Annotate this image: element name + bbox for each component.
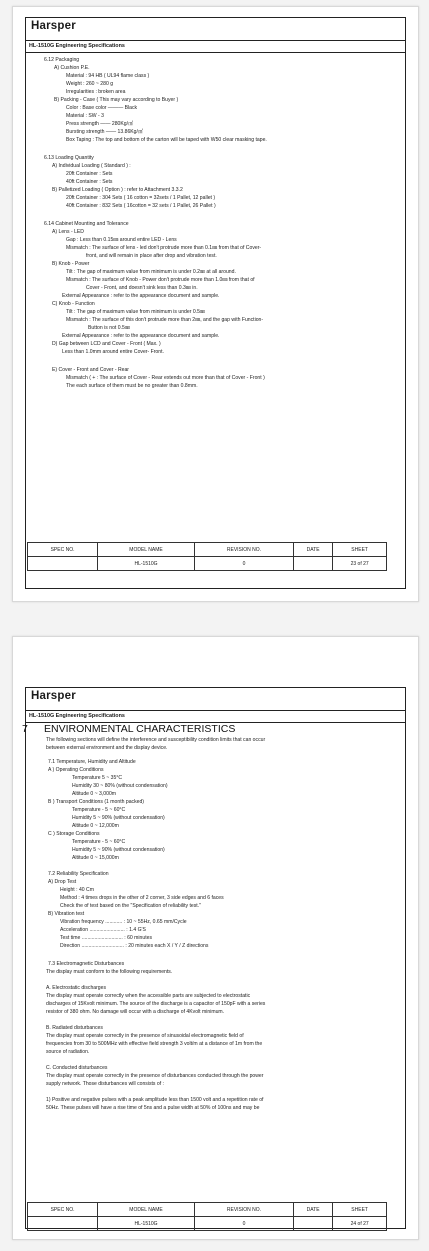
footer-header-cell: DATE: [293, 1203, 332, 1217]
company-name: Harsper: [31, 690, 76, 702]
text-line: Less than 1.0mm around entire Cover- Front.: [62, 349, 164, 355]
footer-header-cell: DATE: [293, 543, 332, 557]
text-line: Box Taping : The top and bottom of the carton will be taped with W50 clear masking tape.: [66, 137, 267, 143]
section-heading: 7.3 Electromagnetic Disturbances: [48, 961, 125, 967]
text-line: resistor of 380 ohm. No damage will occur with a discharge of 4Kvolt minimum.: [46, 1009, 225, 1015]
footer-header-cell: SHEET: [333, 543, 387, 557]
section-heading: 6.12 Packaging: [44, 57, 80, 63]
text-line: The display must operate correctly when the accessible parts are subjected to electrostatic: [46, 993, 251, 999]
spec-footer-table: [27, 542, 387, 571]
footer-header-cell: SPEC NO.: [28, 543, 98, 557]
subsection-heading: C ) Storage Conditions: [48, 831, 100, 837]
footer-header-cell: MODEL NAME: [98, 543, 195, 557]
footer-header-cell: REVISION NO.: [194, 543, 293, 557]
text-line: Method : 4 times drops in the other of 2 corner, 3 side edges and 6 faces: [60, 895, 224, 901]
text-line: supply network. Those disturbances will consists of :: [46, 1081, 164, 1087]
page-frame: [22, 687, 406, 1229]
text-line: Irregularities : broken area: [66, 89, 126, 95]
text-line: between external environment and the display device.: [46, 745, 168, 751]
footer-value-cell: [293, 557, 332, 571]
footer-header-cell: SHEET: [333, 1203, 387, 1217]
text-line: Color : Base color ——— Black: [66, 105, 138, 111]
text-line: Altitude 0 ~ 3,000m: [72, 791, 117, 797]
footer-header-cell: REVISION NO.: [194, 1203, 293, 1217]
subsection-heading: A) Drop Test: [48, 879, 77, 885]
text-line: Mismatch : The surface of this don't protrude more than 2㎜, and the gap with Function-: [66, 317, 264, 323]
text-line: Temperature 5 ~ 35°C: [72, 775, 123, 781]
text-line: Altitude 0 ~ 15,000m: [72, 855, 119, 861]
text-line: Check the of test based on the "Specification of reliability test.": [60, 903, 201, 909]
footer-value-cell: 24 of 27: [333, 1217, 387, 1231]
text-line: Press strength —— 280Kg/㎠: [66, 121, 134, 127]
text-line: 20ft Container : Sets: [66, 171, 113, 177]
text-line: Altitude 0 ~ 12,000m: [72, 823, 119, 829]
footer-value-cell: 0: [194, 557, 293, 571]
subsection-heading: A) Cushion P.E.: [54, 65, 90, 71]
subsection-heading: C) Knob - Function: [52, 301, 95, 307]
section-heading: 6.14 Cabinet Mounting and Tolerance: [44, 221, 129, 227]
text-line: Direction .............................. : 20 minutes each X / Y / Z directions: [60, 943, 209, 949]
divider: [26, 710, 405, 711]
subsection-heading: B) Packing - Case ( This may vary according to Buyer ): [54, 97, 179, 103]
subsection-heading: B) Knob - Power: [52, 261, 90, 267]
text-line: Acceleration ......................... : 1.4 G'S: [60, 927, 146, 933]
text-line: Temperature - 5 ~ 60°C: [72, 839, 126, 845]
footer-value-cell: HL-1510G: [98, 557, 195, 571]
subsection-heading: A) Individual Loading ( Standard ) :: [52, 163, 131, 169]
text-line: Weight : 260 ~ 280 g: [66, 81, 114, 87]
footer-value-cell: [28, 557, 98, 571]
text-line: source of radiation.: [46, 1049, 90, 1055]
footer-header-row: [28, 543, 387, 557]
footer-value-cell: [28, 1217, 98, 1231]
divider: [26, 52, 405, 53]
company-name: Harsper: [31, 20, 76, 32]
text-line: External Appearance : refer to the appearance document and sample.: [62, 293, 220, 299]
text-line: The each surface of them must be no greater than 0.8mm.: [66, 383, 198, 389]
footer-header-cell: MODEL NAME: [98, 1203, 195, 1217]
divider: [26, 40, 405, 41]
text-line: Mismatch : The surface of lens - led don't protrude more than 0.1㎜ from that of Cover-: [66, 245, 262, 251]
text-line: 50Hz. These pulses will have a rise time of 5ns and a pulse width at 50% of 100ns and may be: [46, 1105, 260, 1111]
text-line: discharges of 15Kvolt minimum. The source of the discharge is a capacitor of 150pF with a series: [46, 1001, 266, 1007]
subsection-heading: D) Gap between LCD and Cover - Front ( Max. ): [52, 341, 161, 347]
document-subtitle: HL-1510G Engineering Specifications: [29, 713, 125, 719]
spec-footer-table: [27, 1202, 387, 1231]
text-line: Mismatch : The surface of Knob - Power don't protrude more than 1.0㎜ from that of: [66, 277, 255, 283]
text-line: Gap : Less than 0.15㎜ around entire LED - Lens: [66, 237, 177, 243]
text-line: Vibration frequency ............ : 10 ~ 55Hz, 0.65 mm/Cycle: [60, 919, 187, 925]
text-line: Humidity 30 ~ 80% (without condensation): [72, 783, 168, 789]
subsection-heading: A. Electrostatic discharges: [46, 985, 107, 991]
text-line: Tilt : The gap of maximum value from minimum is under 0.5㎜: [66, 309, 205, 315]
text-line: Temperature - 5 ~ 60°C: [72, 807, 126, 813]
spec-page-23: [12, 6, 419, 602]
text-line: Height : 40 Cm: [60, 887, 94, 893]
section-heading: 7.2 Reliability Specification: [48, 871, 109, 877]
text-line: The display must conform to the following requirements.: [46, 969, 173, 975]
footer-header-cell: SPEC NO.: [28, 1203, 98, 1217]
text-line: The display must operate correctly in the presence of sinusoidal electromagnetic field of: [46, 1033, 244, 1039]
subsection-heading: B. Radiated disturbances: [46, 1025, 103, 1031]
text-line: Button is not 0.5㎜: [88, 325, 130, 331]
subsection-heading: B ) Transport Conditions (1 month packed): [48, 799, 144, 805]
footer-value-cell: 0: [194, 1217, 293, 1231]
text-line: Material : SW - 3: [66, 113, 104, 119]
text-line: 40ft Container : 832 Sets ( 16cotton = 32 sets / 1 Pallet, 26 Pallet ): [66, 203, 216, 209]
text-line: Bursting strength —— 13.86Kg/㎠: [66, 129, 144, 135]
subsection-heading: C. Conducted disturbances: [46, 1065, 108, 1071]
subsection-heading: A) Lens - LED: [52, 229, 84, 235]
text-line: Tilt : The gap of maximum value from minimum is under 0.2㎜ at all around.: [66, 269, 236, 275]
text-line: Material : 94 HB ( UL94 flame class ): [66, 73, 150, 79]
footer-value-row: [28, 1217, 387, 1231]
text-line: Cover - Front, and doesn't sink less than 0.3㎜ in.: [86, 285, 198, 291]
footer-value-cell: 23 of 27: [333, 557, 387, 571]
spec-page-24: [12, 636, 419, 1240]
text-line: 20ft Container : 304 Sets ( 16 cotton = 32sets / 1 Pallet, 12 pallet ): [66, 195, 216, 201]
subsection-heading: E) Cover - Front and Cover - Rear: [52, 367, 129, 373]
footer-value-cell: [293, 1217, 332, 1231]
text-line: The following sections will define the interference and susceptibility condition limits that can occur: [46, 737, 266, 743]
subsection-heading: B) Vibration test: [48, 911, 85, 917]
section-heading: 6.13 Loading Quantity: [44, 155, 94, 161]
footer-value-row: [28, 557, 387, 571]
footer-header-row: [28, 1203, 387, 1217]
text-line: Humidity 5 ~ 90% (without condensation): [72, 815, 165, 821]
text-line: Mismatch ( + : The surface of Cover - Rear extends out more than that of Cover - Front ): [66, 375, 265, 381]
document-subtitle: HL-1510G Engineering Specifications: [29, 43, 125, 49]
page-frame: [25, 17, 406, 589]
text-line: front, and will remain in place after drop and vibration test.: [86, 253, 217, 259]
text-line: 1) Positive and negative pulses with a peak amplitude less than 1500 volt and a repetition rate of: [46, 1097, 264, 1103]
text-line: Humidity 5 ~ 90% (without condensation): [72, 847, 165, 853]
text-line: External Appearance : refer to the appearance document and sample.: [62, 333, 220, 339]
subsection-heading: A ) Operating Conditions: [48, 767, 104, 773]
text-line: Test time ............................. : 60 minutes: [60, 935, 152, 941]
text-line: The display must operate correctly in the presence of disturbances conducted through the power: [46, 1073, 264, 1079]
text-line: frequencies from 30 to 500MHz with effective field strength 3 volt/m at a distance of 1m from the: [46, 1041, 263, 1047]
text-line: 40ft Container : Sets: [66, 179, 113, 185]
footer-value-cell: HL-1510G: [98, 1217, 195, 1231]
section-title: ENVIRONMENTAL CHARACTERISTICS: [44, 723, 236, 735]
section-heading: 7.1 Temperature, Humidity and Altitude: [48, 759, 136, 765]
subsection-heading: B) Palletized Loading ( Option ) : refer to Attachment 3.3.2: [52, 187, 183, 193]
section-number: 7: [22, 723, 28, 735]
